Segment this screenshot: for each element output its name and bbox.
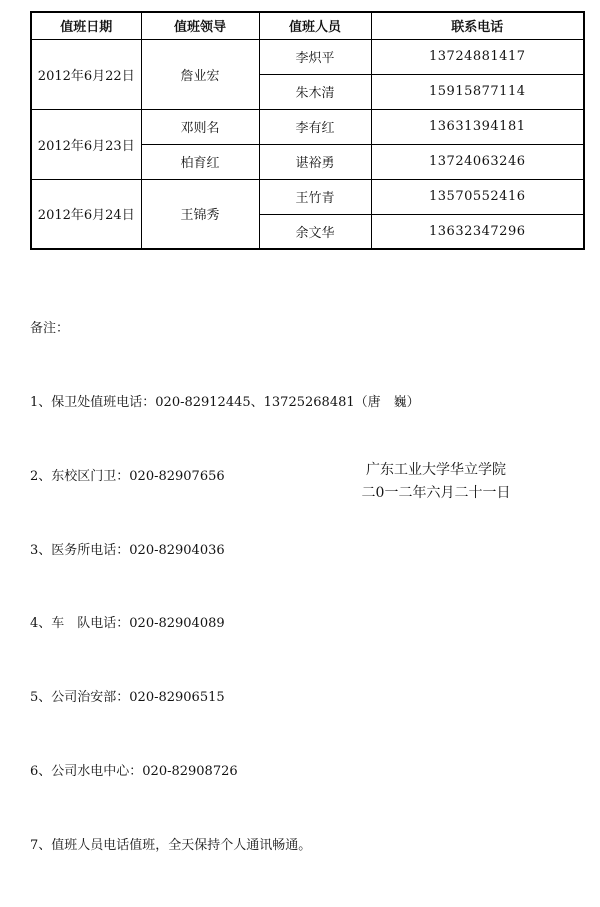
note-item: 2、东校区门卫：020-82907656 (30, 468, 225, 484)
duty-person-cell: 谌裕勇 (259, 144, 371, 179)
duty-date-cell: 2012年6月23日 (31, 109, 141, 179)
signature-block (328, 459, 544, 505)
note-item: 4、车 队电话：020-82904089 (30, 616, 225, 632)
duty-leader-cell: 邓则名 (141, 109, 259, 144)
column-header-duty-leader: 值班领导 (141, 12, 259, 39)
note-item: 6、公司水电中心：020-82908726 (30, 763, 238, 779)
header-row (31, 12, 584, 39)
duty-person-cell: 王竹青 (259, 179, 371, 214)
duty-date-cell: 2012年6月22日 (31, 39, 141, 109)
phone-cell: 13631394181 (371, 109, 584, 144)
phone-cell: 13724881417 (371, 39, 584, 74)
phone-cell: 13570552416 (371, 179, 584, 214)
duty-person-cell: 余文华 (259, 214, 371, 249)
notes-section (30, 268, 420, 907)
column-header-duty-date: 值班日期 (31, 12, 141, 39)
duty-leader-cell: 王锦秀 (141, 179, 259, 249)
table-row (31, 109, 584, 144)
phone-cell: 13632347296 (371, 214, 584, 249)
table-row (31, 179, 584, 214)
phone-cell: 15915877114 (371, 74, 584, 109)
note-item: 3、医务所电话：020-82904036 (30, 542, 225, 558)
table-row (31, 39, 584, 74)
note-item: 5、公司治安部：020-82906515 (30, 690, 225, 706)
signature-org: 广东工业大学华立学院 (366, 462, 506, 478)
duty-leader-cell: 柏育红 (141, 144, 259, 179)
column-header-duty-person: 值班人员 (259, 12, 371, 39)
duty-person-cell: 李有红 (259, 109, 371, 144)
note-item: 1、保卫处值班电话：020-82912445、13725268481（唐 巍） (30, 394, 420, 410)
column-header-phone: 联系电话 (371, 12, 584, 39)
duty-person-cell: 朱木清 (259, 74, 371, 109)
notes-title: 备注： (30, 321, 70, 337)
duty-date-cell: 2012年6月24日 (31, 179, 141, 249)
note-item: 7、值班人员电话值班，全天保持个人通讯畅通。 (30, 837, 312, 853)
duty-leader-cell: 詹业宏 (141, 39, 259, 109)
duty-roster-table (30, 11, 585, 250)
signature-date: 二0一二年六月二十一日 (361, 485, 511, 501)
phone-cell: 13724063246 (371, 144, 584, 179)
duty-person-cell: 李炽平 (259, 39, 371, 74)
